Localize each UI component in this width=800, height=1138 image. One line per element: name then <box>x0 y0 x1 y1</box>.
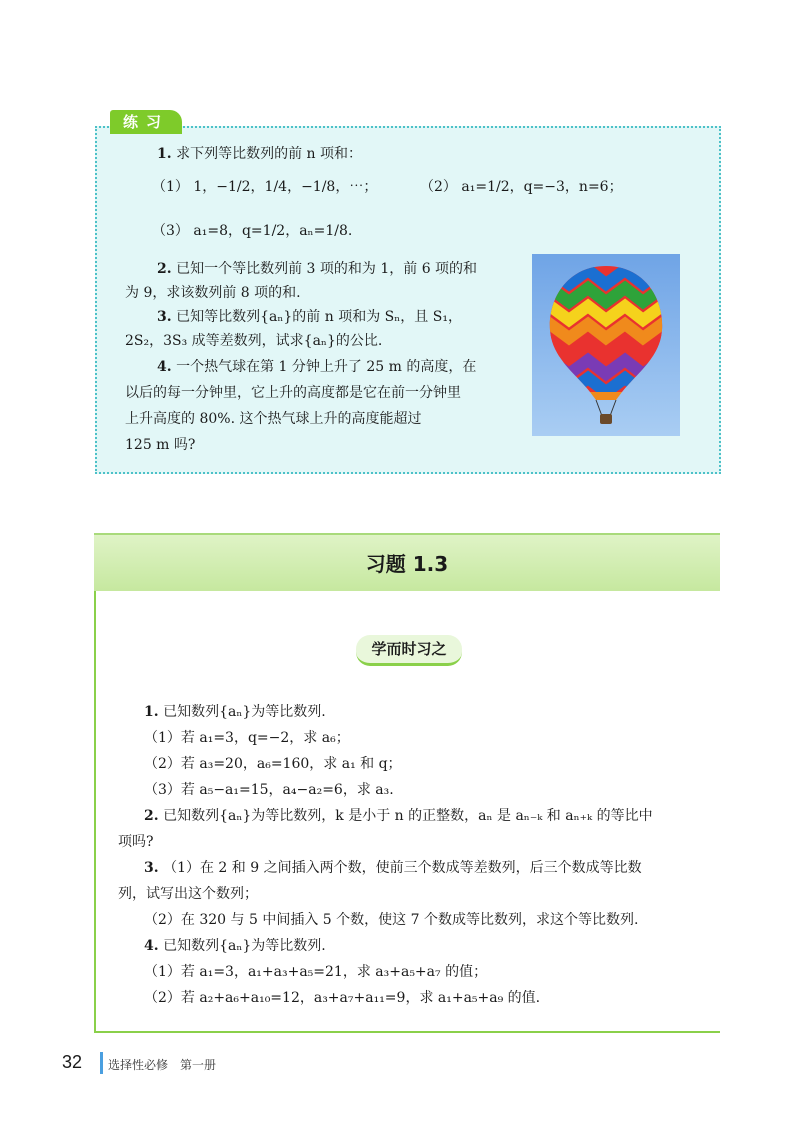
exercise-q2-line2: 为 9，求该数列前 8 项的和. <box>125 285 301 301</box>
problem-1 <box>144 701 326 721</box>
exercise-q4-line3: 上升高度的 80%. 这个热气球上升的高度能超过 <box>125 411 422 427</box>
exercise-q1-part1 <box>152 176 377 196</box>
exercise-q3-line1 <box>157 306 462 326</box>
problem-1-text: 已知数列{aₙ}为等比数列. <box>163 704 326 720</box>
hot-air-balloon-photo <box>532 254 680 436</box>
problem-1-number: 1. <box>144 704 159 720</box>
problem-4-text: 已知数列{aₙ}为等比数列. <box>163 938 326 954</box>
problem-4-part2: （2）若 a₂+a₆+a₁₀=12，a₃+a₇+a₁₁=9，求 a₁+a₅+a₉ 的值. <box>144 990 541 1006</box>
exercise-q1-part3-text: a₁=8，q=1/2，aₙ=1/8. <box>193 223 353 239</box>
exercise-q3-number: 3. <box>157 309 172 325</box>
problem-1-part2: （2）若 a₃=20，a₆=160，求 a₁ 和 q； <box>144 756 402 772</box>
exercise-q2-text-a: 已知一个等比数列前 3 项的和为 1，前 6 项的和 <box>176 261 478 277</box>
problem-set-header <box>94 533 720 591</box>
problem-4-number: 4. <box>144 938 159 954</box>
problem-3-number: 3. <box>144 860 159 876</box>
book-title: 选择性必修 第一册 <box>108 1058 217 1072</box>
exercise-q1-part2-text: a₁=1/2，q=−3，n=6； <box>461 179 623 195</box>
exercise-q1-part1-text: 1，−1/2，1/4，−1/8，⋯； <box>193 179 378 195</box>
problem-4-line1 <box>144 935 326 955</box>
exercise-q2-line1 <box>157 258 477 278</box>
page-number: 32 <box>62 1052 83 1072</box>
problem-4-part1: （1）若 a₁=3，a₁+a₃+a₅=21，求 a₃+a₅+a₇ 的值； <box>144 964 488 980</box>
exercise-q1-text: 求下列等比数列的前 n 项和： <box>176 146 362 162</box>
exercise-q1-part3 <box>152 220 352 240</box>
exercise-tab: 练习 <box>110 110 182 134</box>
exercise-q1-part2 <box>420 176 623 196</box>
exercise-q4-line2: 以后的每一分钟里，它上升的高度都是它在前一分钟里 <box>125 385 461 401</box>
exercise-q1-part1-label: （1） <box>152 179 189 195</box>
exercise-q3-text-a: 已知等比数列{aₙ}的前 n 项和为 Sₙ，且 S₁， <box>176 309 462 325</box>
exercise-q1-part2-label: （2） <box>420 179 457 195</box>
problem-3-line2: 列，试写出这个数列； <box>118 886 258 902</box>
exercise-q3-line2: 2S₂，3S₃ 成等差数列，试求{aₙ}的公比. <box>125 333 383 349</box>
exercise-q1-part3-label: （3） <box>152 223 189 239</box>
exercise-q1-number: 1. <box>157 146 172 162</box>
problem-2-number: 2. <box>144 808 159 824</box>
problem-1-part3: （3）若 a₅−a₁=15，a₄−a₂=6，求 a₃. <box>144 782 394 798</box>
problem-3-line1 <box>144 857 642 877</box>
problem-3-text-a: （1）在 2 和 9 之间插入两个数，使前三个数成等差数列，后三个数成等比数 <box>163 860 642 876</box>
problem-2-text-a: 已知数列{aₙ}为等比数列，k 是小于 n 的正整数，aₙ 是 aₙ₋ₖ 和 aₙ₊ₖ 的等比中 <box>163 808 653 824</box>
footer-divider <box>100 1052 103 1074</box>
exercise-q2-number: 2. <box>157 261 172 277</box>
problem-2-line2: 项吗? <box>118 834 154 850</box>
exercise-q4-line4: 125 m 吗? <box>125 437 196 453</box>
problem-set-title: 习题 1.3 <box>365 552 449 576</box>
section-label: 学而时习之 <box>356 635 462 666</box>
problem-2-line1 <box>144 805 653 825</box>
exercise-q4-line1 <box>157 356 476 376</box>
problem-3-line3: （2）在 320 与 5 中间插入 5 个数，使这 7 个数成等比数列，求这个等比数列. <box>144 912 639 928</box>
problem-1-part1: （1）若 a₁=3，q=−2，求 a₆； <box>144 730 350 746</box>
exercise-q1 <box>157 143 362 163</box>
exercise-q4-text-a: 一个热气球在第 1 分钟上升了 25 m 的高度，在 <box>176 359 477 375</box>
exercise-q4-number: 4. <box>157 359 172 375</box>
